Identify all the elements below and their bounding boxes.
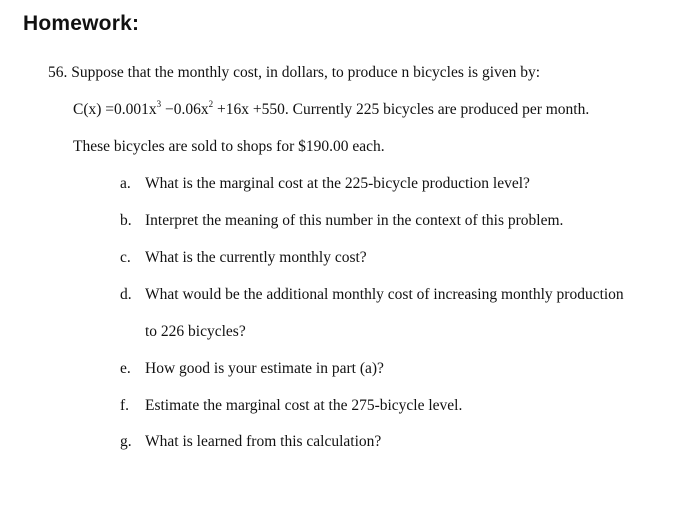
part-text: What is the currently monthly cost? bbox=[145, 249, 367, 266]
formula-trailing-text: . Currently 225 bicycles are produced per month. bbox=[284, 101, 590, 118]
formula-term-2: −0.06x bbox=[165, 101, 209, 118]
part-letter: b. bbox=[120, 212, 132, 229]
part-letter: a. bbox=[120, 175, 131, 192]
part-d bbox=[120, 285, 660, 305]
formula-exponent-1: 3 bbox=[156, 99, 162, 109]
homework-heading: Homework: bbox=[23, 12, 140, 35]
part-text: Interpret the meaning of this number in the context of this problem. bbox=[145, 212, 564, 229]
part-text: What is learned from this calculation? bbox=[145, 433, 382, 450]
part-letter: d. bbox=[120, 286, 132, 303]
part-letter: f. bbox=[120, 397, 130, 414]
cost-formula-line bbox=[73, 100, 589, 120]
part-text: What would be the additional monthly cost of increasing monthly production bbox=[145, 286, 624, 303]
part-d-continuation: to 226 bicycles? bbox=[145, 323, 246, 340]
problem-intro: 56. Suppose that the monthly cost, in dollars, to produce n bicycles is given by: bbox=[48, 64, 541, 81]
formula-term-4: +550 bbox=[252, 101, 285, 118]
part-text: Estimate the marginal cost at the 275-bicycle level. bbox=[145, 397, 463, 414]
sold-price-text: These bicycles are sold to shops for $190.00 each. bbox=[73, 138, 385, 155]
part-f bbox=[120, 396, 660, 416]
part-letter: c. bbox=[120, 249, 131, 266]
part-a bbox=[120, 174, 660, 194]
part-letter: g. bbox=[120, 433, 132, 450]
formula-term-3: +16x bbox=[217, 101, 250, 118]
part-e bbox=[120, 359, 660, 379]
formula-exponent-2: 2 bbox=[208, 99, 214, 109]
formula-lhs: C(x) bbox=[73, 101, 102, 118]
part-text: How good is your estimate in part (a)? bbox=[145, 360, 384, 377]
part-b bbox=[120, 211, 660, 231]
part-g bbox=[120, 432, 660, 452]
part-text: What is the marginal cost at the 225-bicycle production level? bbox=[145, 175, 530, 192]
part-letter: e. bbox=[120, 360, 131, 377]
part-c bbox=[120, 248, 660, 268]
formula-term-1: 0.001x bbox=[114, 101, 157, 118]
formula-equals: = bbox=[105, 101, 115, 118]
